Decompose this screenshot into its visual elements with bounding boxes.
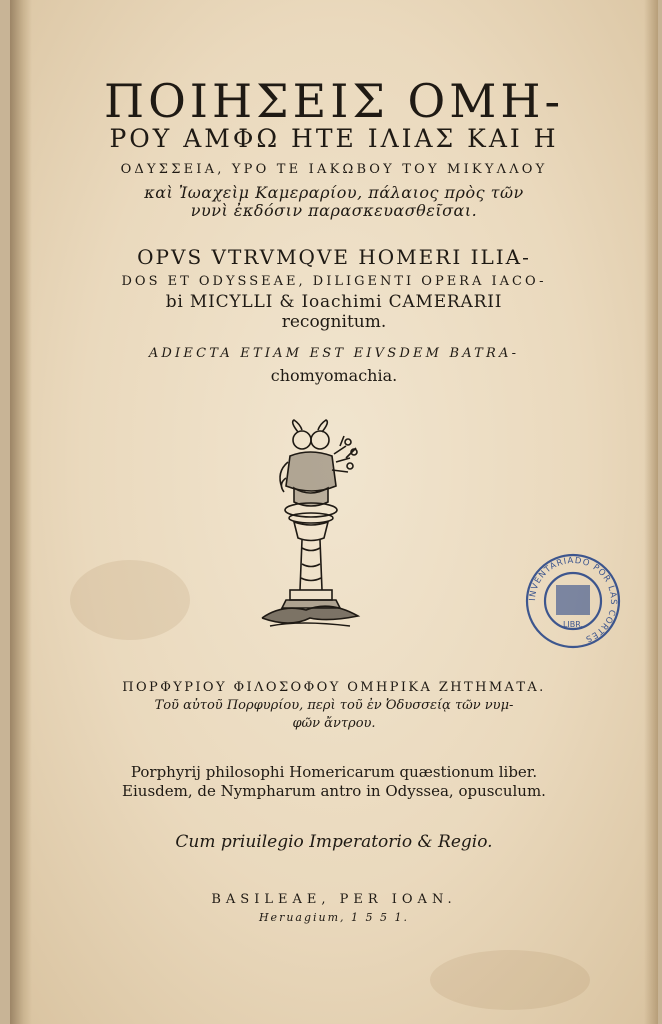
greek-cursive-line2: νυνὶ ἐκδόσιν παρασκευασθεῖσαι. (190, 201, 478, 220)
title-page (10, 0, 658, 1024)
stamp-ring-text: INVENTARIADO POR LAS CORTES (527, 555, 619, 644)
imprint-line2: Heruagium, 1 5 5 1. (258, 911, 410, 924)
porphyry-cursive-line1: Τοῦ αὐτοῦ Πορφυρίου, περὶ τοῦ ἐν Ὀδυσσείᾳ τῶν νυμ- (154, 698, 514, 713)
latin-title-line2: DOS ET ODYSSEAE, DILIGENTI OPERA IACO- (121, 274, 547, 289)
adiecta-line2: chomyomachia. (270, 366, 398, 385)
library-ownership-stamp (523, 545, 623, 657)
greek-title-line1: ΠΟΙΗΣΕΙΣ ΟΜΗ- (103, 74, 564, 128)
stamp-center-text: LIBR. (562, 620, 584, 629)
porphyry-cursive-line2: φῶν ἄντρου. (292, 716, 376, 731)
greek-title-line3: ΟΔΥΣΣΕΙΑ, ΥΡΟ ΤΕ ΙΑΚΩΒΟΥ ΤΟΥ ΜΙΚΥΛΛΟΥ (120, 162, 548, 177)
privilege-statement: Cum priuilegio Imperatorio & Regio. (175, 832, 493, 852)
porphyry-latin-line1: Porphyrij philosophi Homericarum quæstionum liber. (130, 763, 538, 781)
porphyry-greek-title: ΠΟΡΦΥΡΙΟΥ ΦΙΛΟΣΟΦΟΥ ΟΜΗΡΙΚΑ ΖΗΤΗΜΑΤΑ. (122, 680, 546, 695)
latin-title: OPVS VTRVMQVE HOMERI ILIA- (137, 245, 531, 269)
greek-cursive-line1: καὶ Ἰωαχεὶμ Καμεραρίου, πάλαιος πρὸς τῶν (144, 183, 524, 202)
latin-title-line3: bi MICYLLI & Ioachimi CAMERARII (165, 292, 503, 312)
adiecta-line1: ADIECTA ETIAM EST EIVSDEM BATRA- (148, 346, 520, 361)
greek-title-line2: ΡΟΥ ΑΜΦΩ ΗΤΕ ΙΛΙΑΣ ΚΑΙ Η (109, 124, 559, 153)
paper-stain (430, 950, 590, 1010)
paper-stain (70, 560, 190, 640)
imprint-line1: BASILEAE, PER IOAN. (211, 892, 457, 907)
porphyry-latin-line2: Eiusdem, de Nympharum antro in Odyssea, opusculum. (122, 782, 546, 800)
printers-device-emblem (250, 418, 370, 638)
page-edge (644, 0, 658, 1024)
page-gutter-shadow (10, 0, 32, 1024)
latin-title-line4: recognitum. (281, 312, 387, 332)
